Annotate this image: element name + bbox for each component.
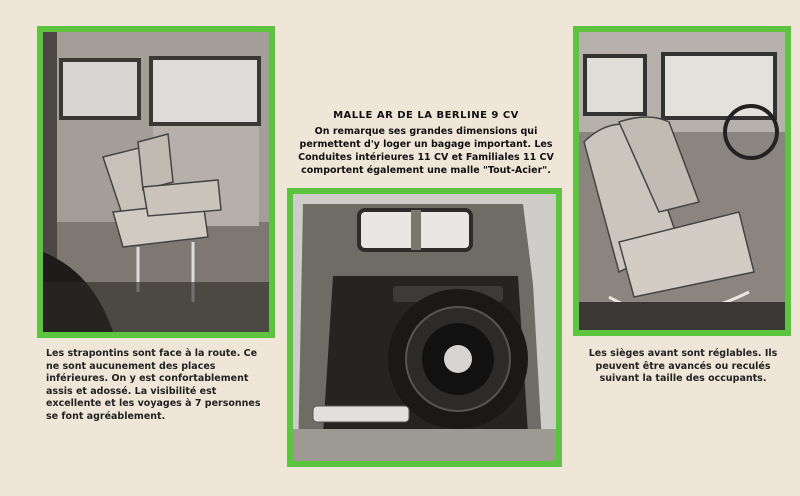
- photo-front-seats: [579, 32, 785, 330]
- photo-strapontins: [43, 32, 269, 332]
- photo-frame-left: [37, 26, 275, 338]
- photo-frame-right: [573, 26, 791, 336]
- section-description: On remarque ses grandes dimensions qui permettent d'y loger un bagage important. Les Conduites intérieures 11 CV et Familiales 11 CV comportent également une malle "Tout-Acier".: [298, 126, 554, 176]
- caption-left: Les strapontins sont face à la route. Ce ne sont aucunement des places inférieures. On y est confortablement assis et adossé. La visibilité est excellente et les voyages à 7 personnes se font agréablement.: [46, 348, 261, 422]
- photo-rear-trunk: [293, 194, 556, 461]
- caption-right: Les sièges avant sont réglables. Ils peuvent être avancés ou reculés suivant la taille des occupants.: [588, 348, 778, 384]
- photo-frame-center: [287, 188, 562, 467]
- section-heading: MALLE AR DE LA BERLINE 9 CV: [333, 110, 519, 121]
